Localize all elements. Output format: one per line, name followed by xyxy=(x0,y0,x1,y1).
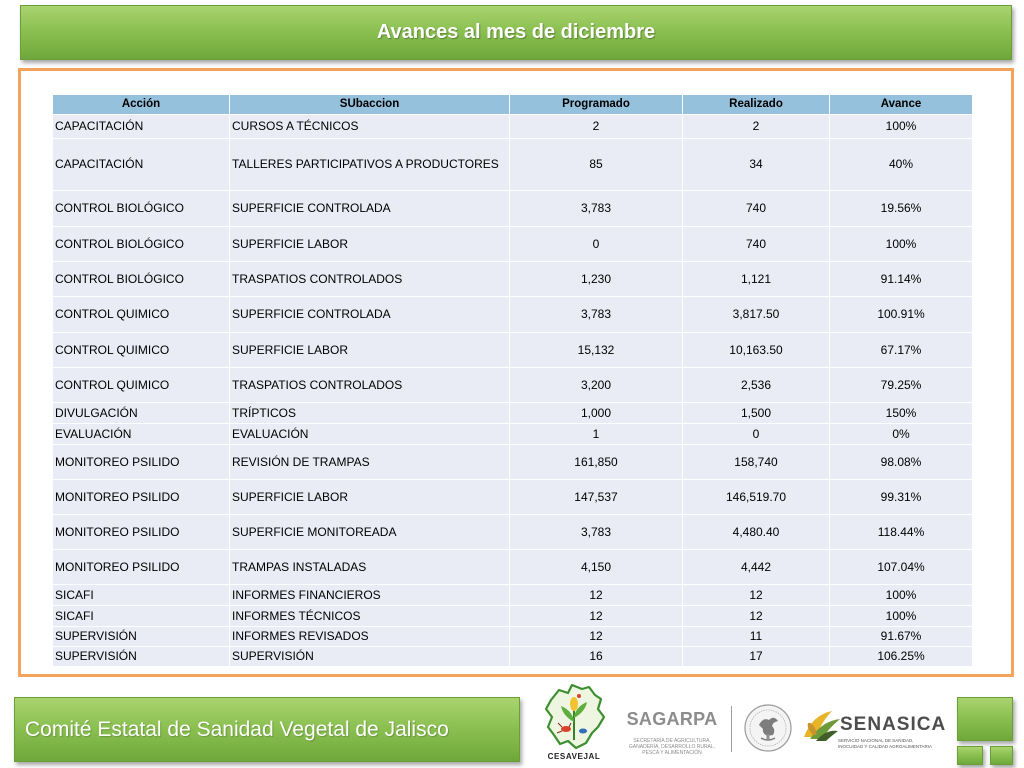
cell-programado: 4,150 xyxy=(510,550,683,585)
cell-realizado: 146,519.70 xyxy=(683,480,830,515)
cell-programado: 0 xyxy=(510,227,683,262)
footer-banner xyxy=(14,697,520,762)
table-row xyxy=(53,227,973,262)
sagarpa-subtitle xyxy=(620,738,724,756)
cell-programado: 12 xyxy=(510,585,683,606)
cell-accion: SICAFI xyxy=(53,585,230,606)
cell-accion: DIVULGACIÓN xyxy=(53,403,230,424)
cell-accion: SICAFI xyxy=(53,606,230,627)
cell-avance: 79.25% xyxy=(830,368,973,403)
cell-subaccion: SUPERVISIÓN xyxy=(230,647,510,667)
sagarpa-subtitle-line: GANADERÍA, DESARROLLO RURAL, xyxy=(628,744,716,750)
table-row xyxy=(53,515,973,550)
table-row xyxy=(53,333,973,368)
cell-subaccion: TRÍPTICOS xyxy=(230,403,510,424)
cell-accion: CONTROL QUIMICO xyxy=(53,333,230,368)
cell-realizado: 0 xyxy=(683,424,830,445)
cell-subaccion: INFORMES TÉCNICOS xyxy=(230,606,510,627)
cell-programado: 12 xyxy=(510,606,683,627)
cell-programado: 12 xyxy=(510,627,683,647)
cell-subaccion: SUPERFICIE LABOR xyxy=(230,333,510,368)
cell-programado: 3,783 xyxy=(510,515,683,550)
cell-avance: 0% xyxy=(830,424,973,445)
cell-realizado: 12 xyxy=(683,585,830,606)
cell-realizado: 4,480.40 xyxy=(683,515,830,550)
table-row xyxy=(53,445,973,480)
cell-avance: 91.67% xyxy=(830,627,973,647)
cell-subaccion: TALLERES PARTICIPATIVOS A PRODUCTORES xyxy=(230,139,510,191)
table-row xyxy=(53,368,973,403)
sagarpa-logo: SAGARPA xyxy=(626,709,718,729)
cell-avance: 100% xyxy=(830,585,973,606)
cell-accion: MONITOREO PSILIDO xyxy=(53,515,230,550)
table-row xyxy=(53,647,973,667)
cell-accion: CAPACITACIÓN xyxy=(53,115,230,139)
cell-accion: SUPERVISIÓN xyxy=(53,647,230,667)
table-row xyxy=(53,115,973,139)
cell-subaccion: TRASPATIOS CONTROLADOS xyxy=(230,368,510,403)
slide-title: Avances al mes de diciembre xyxy=(376,21,656,43)
cell-subaccion: SUPERFICIE CONTROLADA xyxy=(230,191,510,227)
sagarpa-subtitle-line: SECRETARÍA DE AGRICULTURA, xyxy=(633,738,711,744)
senasica-emblem-icon xyxy=(802,707,842,743)
table-row xyxy=(53,262,973,297)
cell-programado: 147,537 xyxy=(510,480,683,515)
senasica-subtitle-line: INOCUIDAD Y CALIDAD AGROALIMENTARIA xyxy=(838,743,933,749)
cell-realizado: 2 xyxy=(683,115,830,139)
cell-subaccion: SUPERFICIE LABOR xyxy=(230,480,510,515)
cell-programado: 3,783 xyxy=(510,297,683,333)
cell-accion: CONTROL BIOLÓGICO xyxy=(53,227,230,262)
cell-subaccion: TRASPATIOS CONTROLADOS xyxy=(230,262,510,297)
table-row xyxy=(53,403,973,424)
header-programado: Programado xyxy=(510,95,683,115)
cell-accion: CAPACITACIÓN xyxy=(53,139,230,191)
cell-programado: 3,783 xyxy=(510,191,683,227)
cell-accion: CONTROL QUIMICO xyxy=(53,297,230,333)
cesavejal-logo xyxy=(541,682,607,752)
results-table xyxy=(52,94,973,667)
cell-accion: MONITOREO PSILIDO xyxy=(53,550,230,585)
table-row xyxy=(53,585,973,606)
cell-programado: 161,850 xyxy=(510,445,683,480)
cell-realizado: 3,817.50 xyxy=(683,297,830,333)
header-realizado: Realizado xyxy=(683,95,830,115)
cell-realizado: 1,500 xyxy=(683,403,830,424)
cell-programado: 2 xyxy=(510,115,683,139)
decorative-square xyxy=(957,746,983,765)
header-avance: Avance xyxy=(830,95,973,115)
table-row xyxy=(53,550,973,585)
cell-realizado: 17 xyxy=(683,647,830,667)
cell-avance: 100% xyxy=(830,115,973,139)
decorative-square xyxy=(957,697,1013,741)
cell-subaccion: SUPERFICIE LABOR xyxy=(230,227,510,262)
table-row xyxy=(53,606,973,627)
cell-avance: 91.14% xyxy=(830,262,973,297)
cell-avance: 99.31% xyxy=(830,480,973,515)
cell-realizado: 158,740 xyxy=(683,445,830,480)
cell-realizado: 1,121 xyxy=(683,262,830,297)
cell-avance: 106.25% xyxy=(830,647,973,667)
cell-programado: 1,000 xyxy=(510,403,683,424)
table-row xyxy=(53,424,973,445)
table-row xyxy=(53,191,973,227)
cell-realizado: 11 xyxy=(683,627,830,647)
mexico-coat-of-arms-icon xyxy=(743,703,793,753)
table-body xyxy=(53,115,973,667)
table-row xyxy=(53,297,973,333)
cell-realizado: 740 xyxy=(683,191,830,227)
cell-realizado: 12 xyxy=(683,606,830,627)
cell-accion: CONTROL BIOLÓGICO xyxy=(53,262,230,297)
header-subaccion: SUbaccion xyxy=(230,95,510,115)
cell-programado: 16 xyxy=(510,647,683,667)
senasica-subtitle xyxy=(838,738,950,749)
cell-accion: MONITOREO PSILIDO xyxy=(53,445,230,480)
cell-programado: 15,132 xyxy=(510,333,683,368)
cell-subaccion: CURSOS A TÉCNICOS xyxy=(230,115,510,139)
cell-avance: 98.08% xyxy=(830,445,973,480)
cell-accion: EVALUACIÓN xyxy=(53,424,230,445)
cell-programado: 85 xyxy=(510,139,683,191)
cell-programado: 1 xyxy=(510,424,683,445)
header-row xyxy=(53,95,973,115)
cell-subaccion: TRAMPAS INSTALADAS xyxy=(230,550,510,585)
cell-avance: 67.17% xyxy=(830,333,973,368)
table-row xyxy=(53,627,973,647)
cell-avance: 118.44% xyxy=(830,515,973,550)
senasica-logo: SENASICA xyxy=(840,714,947,735)
senasica-subtitle-line: SERVICIO NACIONAL DE SANIDAD, xyxy=(838,738,914,743)
table-row xyxy=(53,139,973,191)
title-banner xyxy=(20,5,1012,60)
cesavejal-label: CESAVEJAL xyxy=(547,752,601,761)
header-accion: Acción xyxy=(53,95,230,115)
cell-avance: 100% xyxy=(830,227,973,262)
cell-avance: 107.04% xyxy=(830,550,973,585)
table-row xyxy=(53,480,973,515)
cell-subaccion: INFORMES FINANCIEROS xyxy=(230,585,510,606)
decorative-square xyxy=(990,746,1013,765)
table-header xyxy=(53,95,973,115)
cell-avance: 100% xyxy=(830,606,973,627)
cell-subaccion: EVALUACIÓN xyxy=(230,424,510,445)
committee-name: Comité Estatal de Sanidad Vegetal de Jalisco xyxy=(25,717,449,741)
cell-realizado: 4,442 xyxy=(683,550,830,585)
cell-avance: 40% xyxy=(830,139,973,191)
cell-realizado: 34 xyxy=(683,139,830,191)
cell-realizado: 740 xyxy=(683,227,830,262)
cell-realizado: 2,536 xyxy=(683,368,830,403)
cell-accion: SUPERVISIÓN xyxy=(53,627,230,647)
cell-subaccion: INFORMES REVISADOS xyxy=(230,627,510,647)
cell-avance: 19.56% xyxy=(830,191,973,227)
cell-realizado: 10,163.50 xyxy=(683,333,830,368)
cell-avance: 100.91% xyxy=(830,297,973,333)
sagarpa-subtitle-line: PESCA Y ALIMENTACIÓN xyxy=(642,750,702,756)
logo-divider xyxy=(731,706,732,752)
cell-avance: 150% xyxy=(830,403,973,424)
cell-subaccion: SUPERFICIE CONTROLADA xyxy=(230,297,510,333)
cell-subaccion: REVISIÓN DE TRAMPAS xyxy=(230,445,510,480)
cell-accion: MONITOREO PSILIDO xyxy=(53,480,230,515)
cell-accion: CONTROL QUIMICO xyxy=(53,368,230,403)
cell-programado: 3,200 xyxy=(510,368,683,403)
cell-accion: CONTROL BIOLÓGICO xyxy=(53,191,230,227)
cell-programado: 1,230 xyxy=(510,262,683,297)
cell-subaccion: SUPERFICIE MONITOREADA xyxy=(230,515,510,550)
